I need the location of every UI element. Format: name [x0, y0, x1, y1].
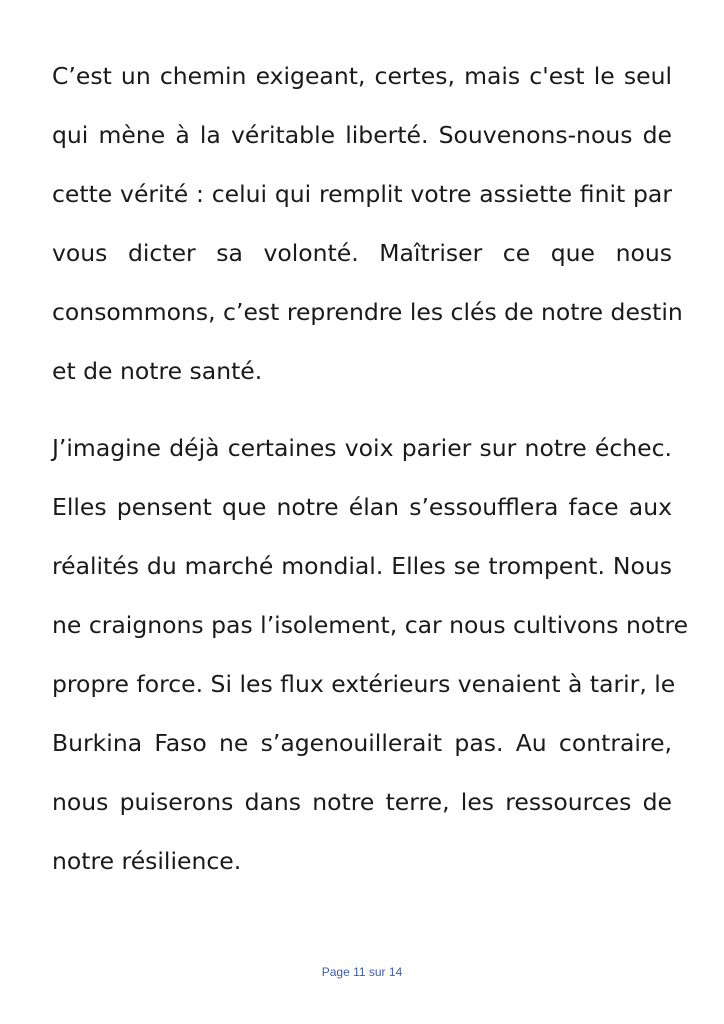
paragraph-line: nous puiserons dans notre terre, les ressources de: [52, 788, 672, 816]
paragraph-line: C’est un chemin exigeant, certes, mais c'est le seul: [52, 62, 672, 90]
paragraph-line: et de notre santé.: [52, 357, 263, 385]
paragraph-line: Elles pensent que notre élan s’essoufflera face aux: [52, 493, 672, 521]
paragraph-line: qui mène à la véritable liberté. Souvenons-nous de: [52, 121, 672, 149]
paragraph-line: Burkina Faso ne s’agenouillerait pas. Au contraire,: [52, 729, 672, 757]
paragraph-line: cette vérité : celui qui remplit votre assiette finit par: [52, 180, 672, 208]
paragraph-2: [52, 419, 689, 891]
paragraph-line: ne craignons pas l’isolement, car nous cultivons notre: [52, 611, 689, 639]
paragraph-line: réalités du marché mondial. Elles se trompent. Nous: [52, 552, 672, 580]
paragraph-1: [52, 47, 683, 401]
paragraph-line: propre force. Si les flux extérieurs venaient à tarir, le: [52, 670, 676, 698]
paragraph-line: vous dicter sa volonté. Maîtriser ce que nous: [52, 239, 672, 267]
paragraph-line: consommons, c’est reprendre les clés de notre destin: [52, 298, 683, 326]
paragraph-line: J’imagine déjà certaines voix parier sur notre échec.: [52, 434, 672, 462]
page-number-footer: Page 11 sur 14: [321, 965, 403, 979]
paragraph-line: notre résilience.: [52, 847, 242, 875]
